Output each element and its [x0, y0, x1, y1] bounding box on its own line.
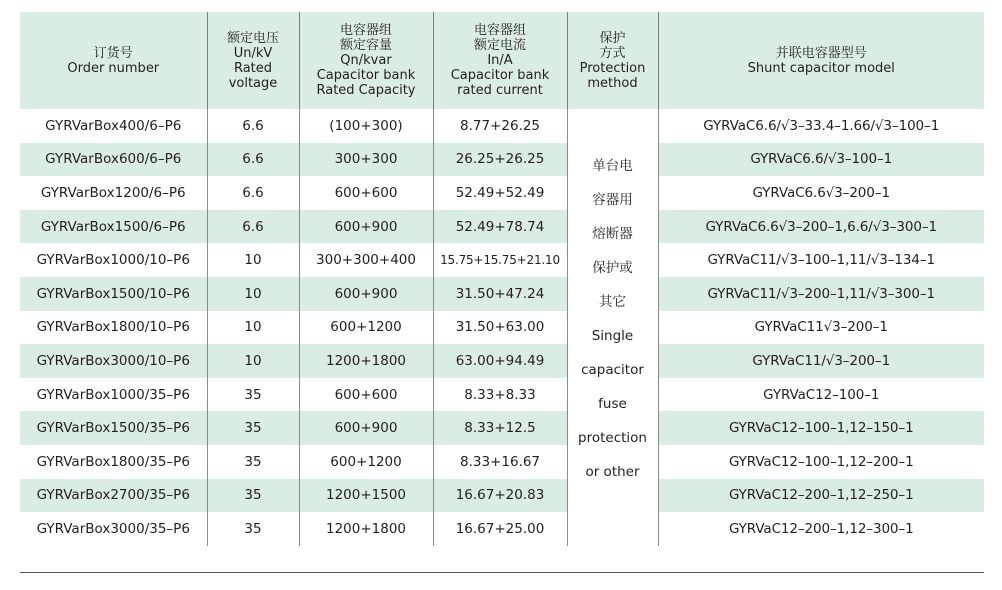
capacity-cell: 600+600: [299, 176, 433, 210]
table-row: [20, 512, 984, 546]
header-row: [20, 12, 984, 109]
protection-line: protection: [578, 430, 647, 446]
current-cell: 15.75+15.75+21.10: [433, 243, 567, 277]
current-cell: 31.50+63.00: [433, 311, 567, 345]
current-cell: 63.00+94.49: [433, 344, 567, 378]
header-line: Qn/kvar: [340, 53, 392, 68]
model-cell: GYRVaC6.6√3–200–1: [752, 184, 890, 201]
header-rated-voltage: [207, 12, 299, 109]
protection-line: 其它: [599, 294, 626, 310]
current-cell: 26.25+26.25: [433, 143, 567, 177]
header-line: 并联电容器型号: [775, 45, 867, 61]
header-line: method: [587, 75, 638, 91]
protection-line: Single: [591, 328, 634, 344]
order-number-cell: GYRVarBox1500/10–P6: [20, 277, 207, 311]
current-cell: 16.67+20.83: [433, 479, 567, 513]
protection-line: 单台电: [592, 158, 633, 174]
order-number-cell: GYRVarBox1200/6–P6: [20, 176, 207, 210]
header-line: 额定容量: [339, 38, 392, 53]
capacity-cell: 600+900: [299, 210, 433, 244]
model-cell: GYRVaC12–200–1,12–300–1: [728, 520, 914, 537]
voltage-cell: 35: [207, 411, 299, 445]
model-cell: GYRVaC12–100–1: [763, 386, 880, 403]
current-cell: 16.67+25.00: [433, 512, 567, 546]
table-row: [20, 143, 984, 177]
header-line: 订货号: [93, 45, 133, 61]
voltage-cell: 10: [207, 243, 299, 277]
voltage-cell: 6.6: [207, 210, 299, 244]
voltage-cell: 35: [207, 378, 299, 412]
header-line: Shunt capacitor model: [747, 60, 895, 76]
protection-method-cell: [567, 109, 658, 546]
header-line: 电容器组: [339, 23, 392, 38]
current-cell: 31.50+47.24: [433, 277, 567, 311]
order-number-cell: GYRVarBox1800/10–P6: [20, 311, 207, 345]
model-cell: GYRVaC11/√3–200–1: [658, 344, 984, 378]
header-rated-current: [433, 12, 567, 109]
current-cell: 8.77+26.25: [433, 109, 567, 143]
header-line: Capacitor bank: [316, 68, 416, 83]
header-rated-capacity: [299, 12, 433, 109]
table-row: [20, 311, 984, 345]
current-cell: 8.33+8.33: [433, 378, 567, 412]
order-number-cell: GYRVarBox600/6–P6: [20, 143, 207, 177]
model-cell: GYRVaC11√3–200–1: [754, 319, 888, 336]
voltage-cell: 35: [207, 512, 299, 546]
capacity-cell: 600+900: [299, 277, 433, 311]
header-line: Order number: [67, 60, 160, 76]
table-row: [20, 109, 984, 143]
model-cell: GYRVaC6.6/√3–33.4–1.66/√3–100–1: [703, 117, 940, 134]
current-cell: 52.49+78.74: [433, 210, 567, 244]
table-row: [20, 344, 984, 378]
order-number-cell: GYRVarBox3000/35–P6: [20, 512, 207, 546]
header-protection-method: [567, 12, 658, 109]
header-line: In/A: [487, 53, 513, 68]
table-row: [20, 445, 984, 479]
model-cell: GYRVaC11/√3–200–1,11/√3–300–1: [658, 277, 984, 311]
protection-line: 熔断器: [592, 226, 633, 242]
voltage-cell: 10: [207, 277, 299, 311]
model-cell: GYRVaC11/√3–100–1,11/√3–134–1: [707, 252, 935, 269]
header-line: 额定电流: [473, 38, 526, 53]
protection-line: or other: [585, 464, 640, 480]
table-row: [20, 277, 984, 311]
capacity-cell: 1200+1800: [299, 512, 433, 546]
table-row: [20, 210, 984, 244]
protection-line: 保护或: [592, 260, 633, 276]
capacity-cell: 300+300: [299, 143, 433, 177]
capacity-cell: 1200+1500: [299, 479, 433, 513]
header-line: rated current: [457, 83, 543, 98]
header-line: voltage: [228, 75, 278, 91]
voltage-cell: 6.6: [207, 176, 299, 210]
header-order-number: [20, 12, 207, 109]
table-row: [20, 243, 984, 277]
capacity-cell: 600+900: [299, 411, 433, 445]
header-line: Un/kV: [233, 45, 273, 61]
header-line: 电容器组: [473, 23, 526, 38]
order-number-cell: GYRVarBox1500/35–P6: [20, 411, 207, 445]
model-cell: GYRVaC12–200–1,12–250–1: [658, 479, 984, 513]
model-cell: GYRVaC6.6/√3–100–1: [658, 143, 984, 177]
capacity-cell: 600+600: [299, 378, 433, 412]
header-line: Rated Capacity: [316, 83, 416, 98]
order-number-cell: GYRVarBox1000/35–P6: [20, 378, 207, 412]
header-line: 额定电压: [226, 30, 279, 46]
header-line: Rated: [233, 60, 273, 76]
table-row: [20, 479, 984, 513]
header-shunt-capacitor-model: [658, 12, 984, 109]
model-cell: GYRVaC12–100–1,12–200–1: [728, 453, 914, 470]
order-number-cell: GYRVarBox2700/35–P6: [20, 479, 207, 513]
table-row: [20, 378, 984, 412]
table-bottom-rule: [20, 572, 984, 573]
capacity-cell: 600+1200: [299, 445, 433, 479]
header-line: Capacitor bank: [450, 68, 550, 83]
capacity-cell: 1200+1800: [299, 344, 433, 378]
protection-line: fuse: [598, 396, 627, 412]
voltage-cell: 6.6: [207, 143, 299, 177]
order-number-cell: GYRVarBox1500/6–P6: [20, 210, 207, 244]
protection-line: 容器用: [592, 192, 633, 208]
capacity-cell: (100+300): [299, 109, 433, 143]
voltage-cell: 35: [207, 445, 299, 479]
current-cell: 52.49+52.49: [433, 176, 567, 210]
order-number-cell: GYRVarBox1000/10–P6: [20, 243, 207, 277]
table-row: [20, 176, 984, 210]
header-line: 保护: [599, 30, 626, 46]
voltage-cell: 10: [207, 344, 299, 378]
protection-line: capacitor: [581, 362, 644, 378]
header-line: Protection: [579, 60, 646, 76]
voltage-cell: 6.6: [207, 109, 299, 143]
capacity-cell: 300+300+400: [299, 243, 433, 277]
order-number-cell: GYRVarBox400/6–P6: [20, 109, 207, 143]
capacitor-spec-table: [20, 12, 984, 546]
model-cell: GYRVaC12–100–1,12–150–1: [658, 411, 984, 445]
voltage-cell: 10: [207, 311, 299, 345]
current-cell: 8.33+12.5: [433, 411, 567, 445]
capacity-cell: 600+1200: [299, 311, 433, 345]
model-cell: GYRVaC6.6√3–200–1,6.6/√3–300–1: [658, 210, 984, 244]
header-line: 方式: [599, 45, 626, 61]
order-number-cell: GYRVarBox3000/10–P6: [20, 344, 207, 378]
table-row: [20, 411, 984, 445]
current-cell: 8.33+16.67: [433, 445, 567, 479]
order-number-cell: GYRVarBox1800/35–P6: [20, 445, 207, 479]
voltage-cell: 35: [207, 479, 299, 513]
